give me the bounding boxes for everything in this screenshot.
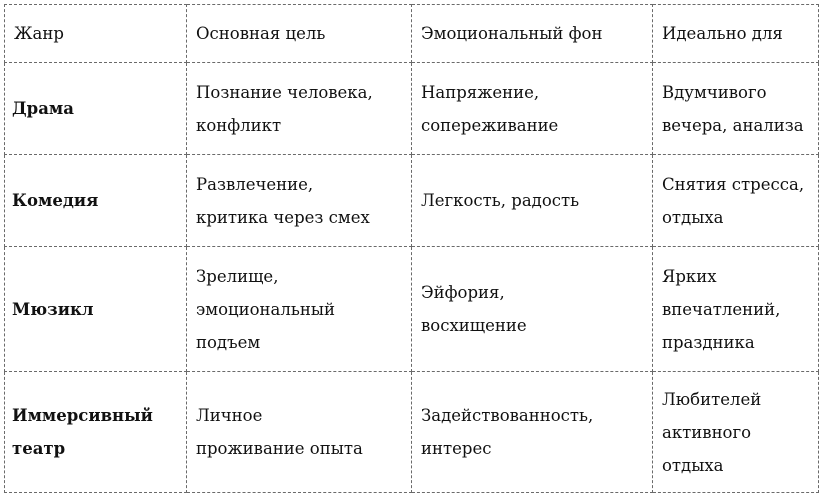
genre-cell <box>5 247 187 372</box>
ideal-cell <box>653 372 819 493</box>
goal-line: Познание человека, <box>196 82 373 102</box>
table-row <box>5 247 819 372</box>
ideal-line: праздника <box>662 332 755 352</box>
ideal-line: впечатлений, <box>662 299 781 319</box>
table-row <box>5 155 819 247</box>
ideal-line: активного <box>662 422 752 442</box>
emotion-cell <box>412 247 653 372</box>
goal-line: подъем <box>196 332 261 352</box>
genre-cell <box>5 155 187 247</box>
goal-line: конфликт <box>196 115 282 135</box>
table-row <box>5 372 819 493</box>
ideal-cell <box>653 155 819 247</box>
ideal-line: отдыха <box>662 455 724 475</box>
ideal-line: Вдумчивого <box>662 82 767 102</box>
table-header-row <box>5 5 819 63</box>
header-goal: Основная цель <box>187 5 412 63</box>
header-emotion: Эмоциональный фон <box>412 5 653 63</box>
table-row <box>5 63 819 155</box>
goal-cell <box>187 155 412 247</box>
emotion-cell <box>412 372 653 493</box>
ideal-cell <box>653 63 819 155</box>
emotion-line: восхищение <box>421 316 527 335</box>
goal-cell <box>187 63 412 155</box>
ideal-line: Любителей <box>662 389 762 409</box>
emotion-cell <box>412 63 653 155</box>
goal-line: критика через смех <box>196 207 370 227</box>
goal-line: Зрелище, <box>196 266 279 286</box>
goal-line: проживание опыта <box>196 439 363 458</box>
header-ideal: Идеально для <box>653 5 819 63</box>
genre-name-line: Драма <box>12 99 74 118</box>
genre-name-line: Комедия <box>12 191 99 210</box>
genre-name-line: Мюзикл <box>12 299 94 319</box>
genre-cell <box>5 372 187 493</box>
ideal-line: отдыха <box>662 207 724 227</box>
emotion-cell <box>412 155 653 247</box>
emotion-line: Эйфория, <box>421 283 505 302</box>
genre-table-container <box>4 4 819 493</box>
goal-line: эмоциональный <box>196 299 335 319</box>
goal-cell <box>187 247 412 372</box>
genre-name-line: Иммерсивный <box>12 406 153 425</box>
ideal-cell <box>653 247 819 372</box>
emotion-line: Легкость, радость <box>421 191 580 210</box>
emotion-line: Задействованность, <box>421 406 594 425</box>
goal-line: Личное <box>196 406 263 425</box>
goal-cell <box>187 372 412 493</box>
ideal-line: Снятия стресса, <box>662 174 805 194</box>
header-genre: Жанр <box>5 5 187 63</box>
emotion-line: интерес <box>421 439 492 458</box>
goal-line: Развлечение, <box>196 174 314 194</box>
ideal-line: Ярких <box>662 266 717 286</box>
genre-table <box>4 4 819 493</box>
emotion-line: сопереживание <box>421 115 559 135</box>
genre-cell <box>5 63 187 155</box>
ideal-line: вечера, анализа <box>662 115 804 135</box>
genre-name-line: театр <box>12 439 66 458</box>
emotion-line: Напряжение, <box>421 82 540 102</box>
